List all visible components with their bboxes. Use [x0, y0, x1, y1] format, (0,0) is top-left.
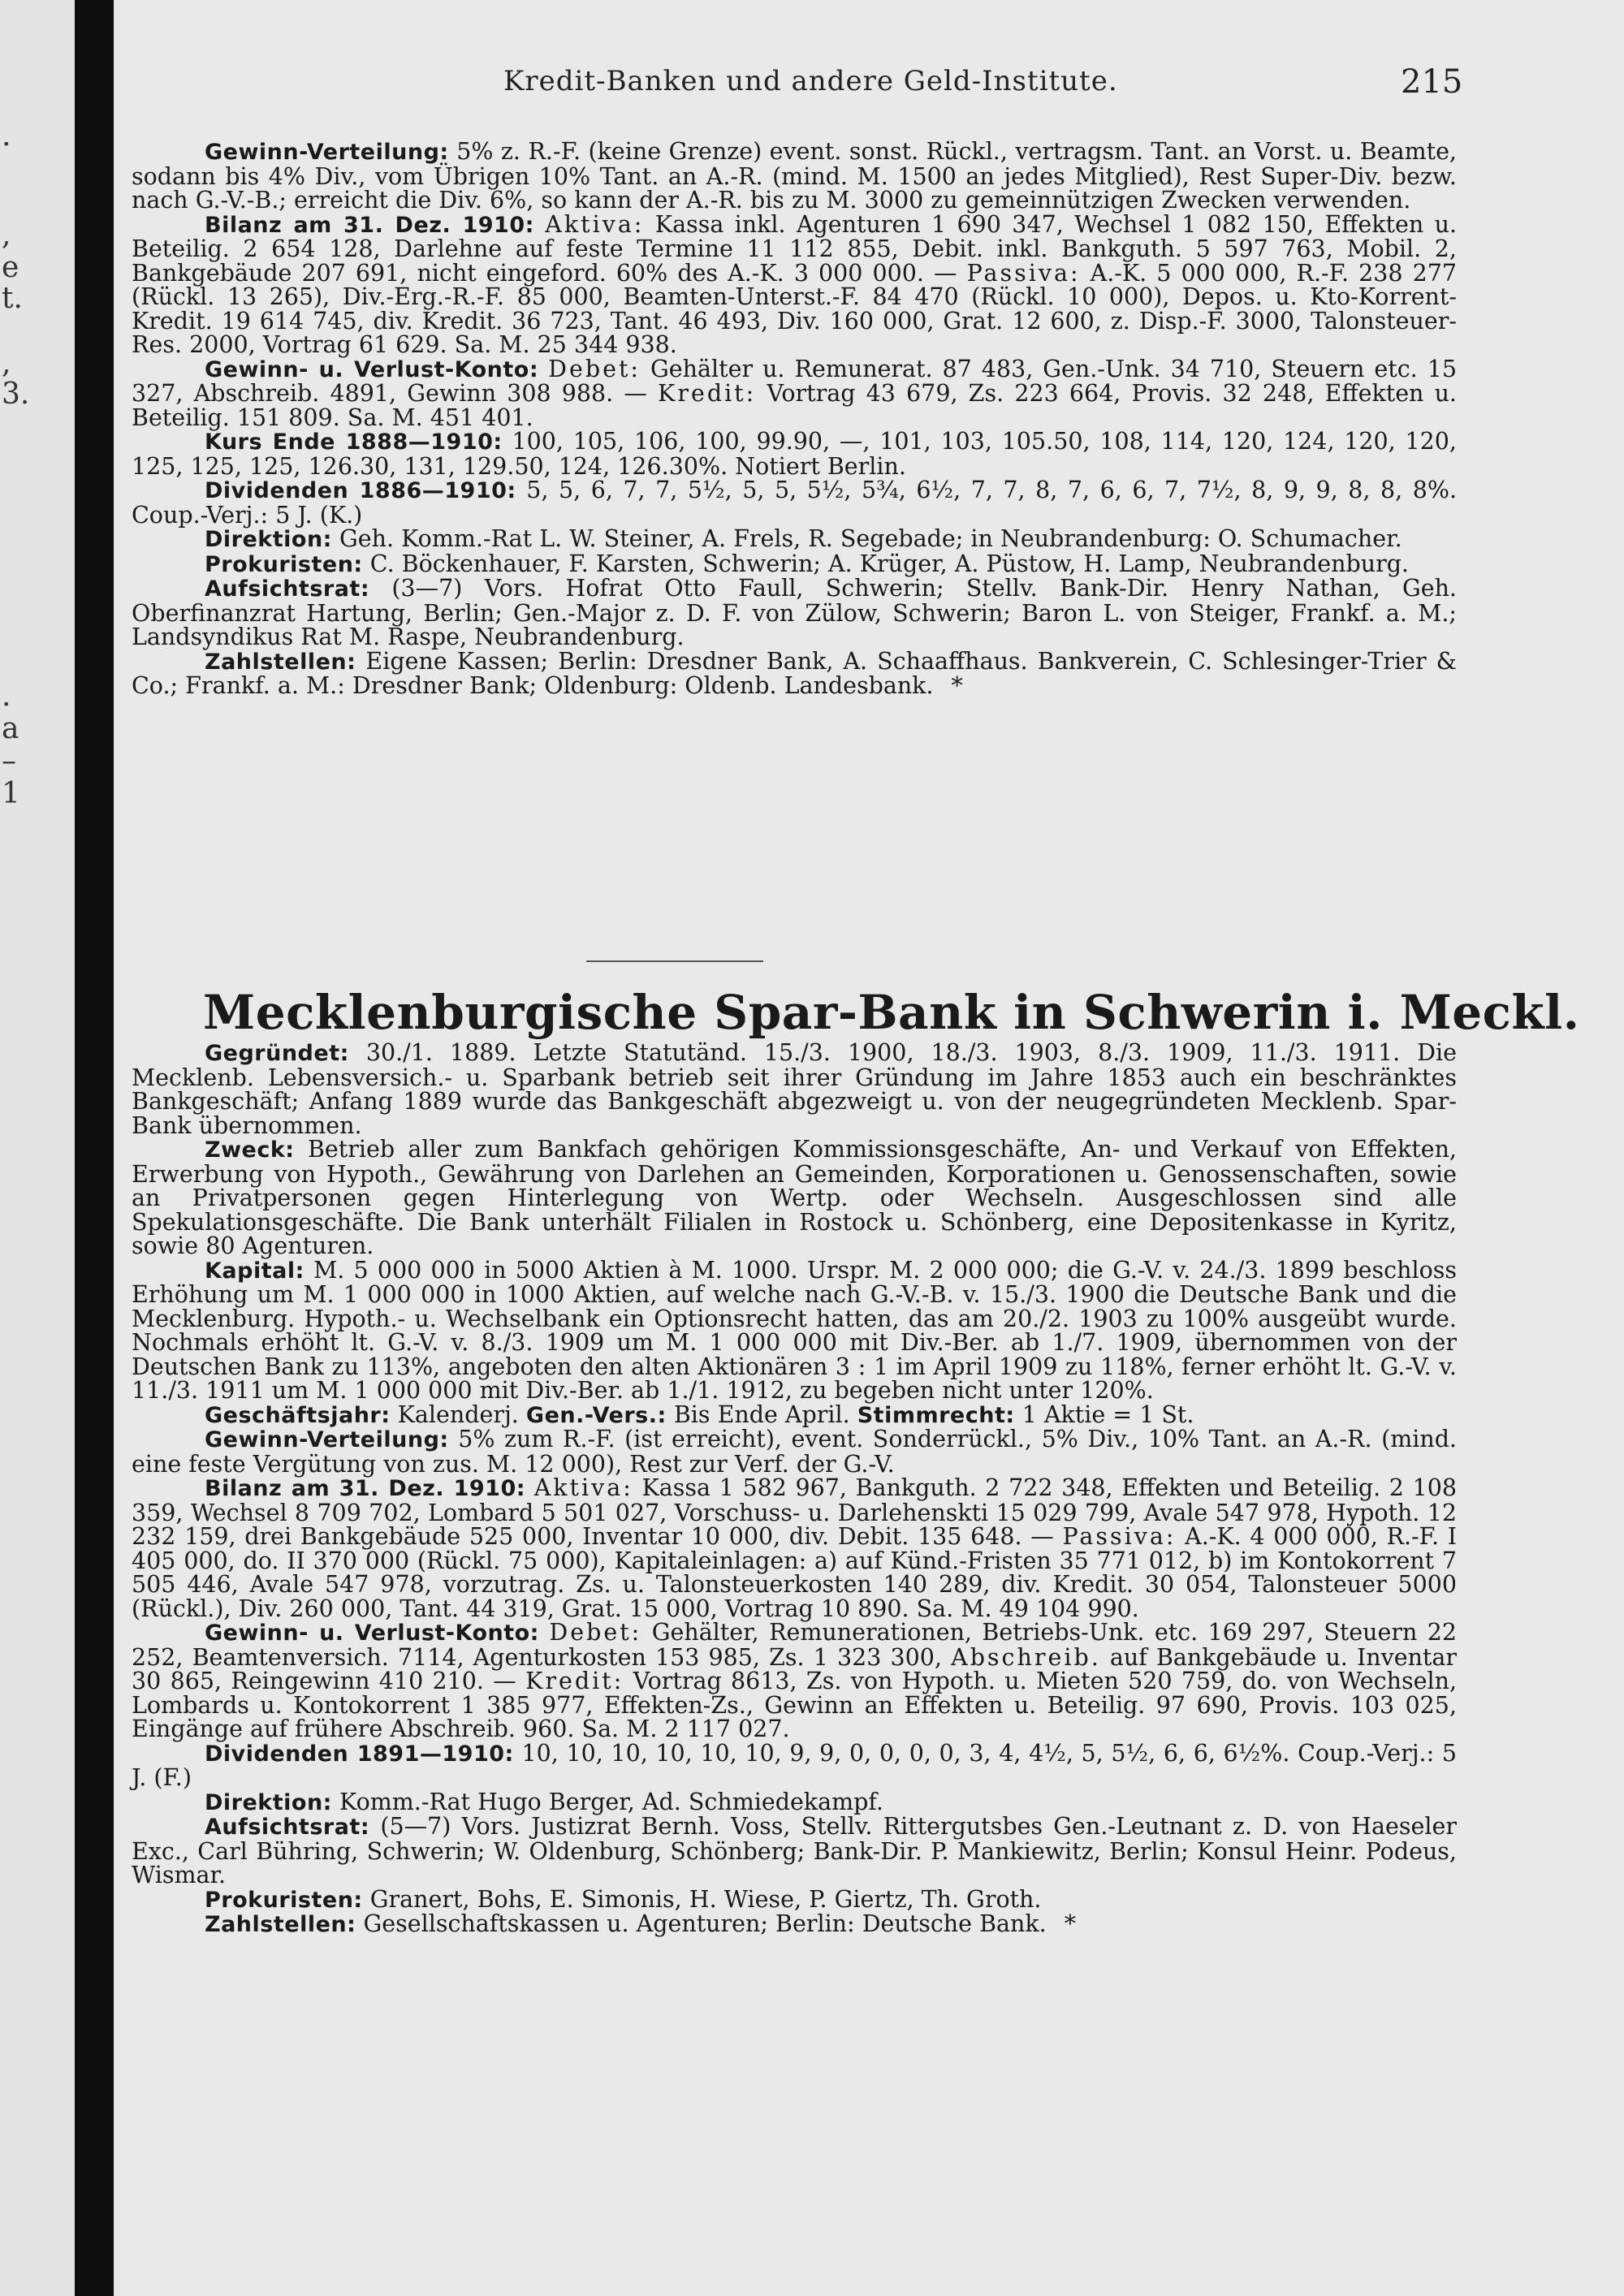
entry-label: Gen.-Vers.: — [525, 1402, 667, 1428]
entry-label: Geschäftsjahr: — [205, 1402, 391, 1428]
entry-paragraph — [132, 576, 1457, 650]
entry-label: Prokuristen: — [205, 1887, 363, 1913]
entry-text: Vortrag 8613, Zs. von Hypoth. u. Mieten 520 759, do. von Wechseln, Lombards u. Kontokorrent 1 385 977, Effekten-Zs., Gewinn an Effekten u. Beteilig. 97 690, Provis. 103 025, Eingänge auf frühere Abschreib. 960. Sa. M. 2 117 027. — [132, 1668, 1457, 1742]
entry-paragraph — [132, 1790, 1457, 1815]
spaced-heading: Passiva: — [966, 259, 1081, 287]
entry-paragraph — [132, 1427, 1457, 1476]
entry-paragraph — [132, 1041, 1457, 1137]
entry-paragraph — [132, 1621, 1457, 1741]
entry-text: 30./1. 1889. Letzte Statutänd. 15./3. 1900, 18./3. 1903, 8./3. 1909, 11./3. 1911. Die Mecklenb. Lebensversich.- u. Sparbank betrieb seit ihrer Gründung im Jahre 1853 auch ein beschränktes Bankgeschäft; Anfang 1889 wurde das Bankgeschäft abgezweigt u. von der neugegründeten Mecklenb. Spar-Bank übernommen. — [132, 1039, 1457, 1139]
margin-fragment: . — [2, 119, 11, 153]
spaced-heading: Passiva: — [1062, 1523, 1177, 1550]
entry-text: Gehälter u. Remunerat. 87 483, Gen.-Unk. 34 710, Steuern etc. 15 327, Abschreib. 4891, Gewinn 308 988. — — [132, 355, 1457, 407]
entry-label: Direktion: — [205, 527, 332, 552]
entry-text — [539, 1619, 549, 1646]
entry-label: Gegründet: — [205, 1041, 349, 1066]
entry-text — [525, 1474, 534, 1501]
entry-text: 5, 5, 6, 7, 7, 5½, 5, 5, 5½, 5¾, 6½, 7, 7, 8, 7, 6, 6, 7, 7½, 8, 9, 9, 8, 8, 8%. Coup.-Verj.: 5 J. (K.) — [132, 477, 1458, 529]
entry-text: M. 5 000 000 in 5000 Aktien à M. 1000. Urspr. M. 2 000 000; die G.-V. v. 24./3. 1899 beschloss Erhöhung um M. 1 000 000 in 1000 Aktien, auf welche nach G.-V.-B. v. 15./3. 1900 die Deutsche Bank und die Mecklenburg. Hypoth.- u. Wechselbank ein Optionsrecht hatten, das am 20./2. 1903 zu 100% ausgeübt wurde. Nochmals erhöht lt. G.-V. v. 8./3. 1909 um M. 1 000 000 mit Div.-Ber. ab 1./7. 1909, übernommen von der Deutschen Bank zu 113%, angeboten den alten Aktionären 3 : 1 im April 1909 zu 118%, ferner erhöht lt. G.-V. v. 11./3. 1911 um M. 1 000 000 mit Div.-Ber. ab 1./1. 1912, zu begeben nicht unter 120%. — [132, 1256, 1457, 1404]
entry-paragraph — [132, 1912, 1457, 1937]
entry-paragraph — [132, 647, 1457, 699]
entry-label: Gewinn-Verteilung: — [205, 140, 449, 165]
entry-text: 10, 10, 10, 10, 10, 10, 9, 9, 0, 0, 0, 0, 3, 4, 4½, 5, 5½, 6, 6, 6½%. Coup.-Verj.: 5 J. (F.) — [132, 1739, 1458, 1791]
entry-text: A.-K. 4 000 000, R.-F. I 405 000, do. II 370 000 (Rückl. 75 000), Kapitaleinlagen: a) auf Künd.-Fristen 35 771 012, b) im Kontokorrent 7 505 446, Avale 547 978, vorzutrag. Zs. u. Talonsteuerkosten 140 289, div. Kredit. 30 054, Talonsteuer 5000 (Rückl.), Div. 260 000, Tant. 44 319, Grat. 15 000, Vortrag 10 890. Sa. M. 49 104 990. — [132, 1523, 1457, 1622]
entry-label: Gewinn- u. Verlust-Konto: — [205, 356, 539, 382]
entry-paragraph — [132, 210, 1458, 358]
entry-label: Bilanz am 31. Dez. 1910: — [205, 212, 534, 238]
spaced-heading: Debet: — [548, 355, 641, 382]
running-head: Kredit-Banken und andere Geld-Institute. — [503, 65, 1118, 97]
spaced-heading: Abschreib. — [951, 1643, 1101, 1671]
entry-text: Vortrag 43 679, Zs. 223 664, Provis. 32 248, Effekten u. Beteilig. 151 809. Sa. M. 451 401. — [132, 380, 1457, 431]
entry-text: auf Bankgebäude u. Inventar 30 865, Reingewinn 410 210. — — [132, 1643, 1458, 1694]
entry-paragraph — [132, 1815, 1457, 1888]
entry-paragraph — [132, 1137, 1457, 1258]
entry-text: Eigene Kassen; Berlin: Dresdner Bank, A. Schaaffhaus. Bankverein, C. Schlesinger-Trier & Co.; Frankf. a. M.: Dresdner Bank; Oldenburg: Oldenb. Landesbank. — [132, 647, 1457, 699]
end-mark: * — [1064, 1910, 1076, 1937]
entry-text: C. Böckenhauer, F. Karsten, Schwerin; A. Krüger, A. Püstow, H. Lamp, Neubrandenburg. — [362, 550, 1409, 577]
entry-paragraph — [132, 552, 1457, 577]
margin-fragment: , — [2, 347, 11, 380]
entry-text: Kassa 1 582 967, Bankguth. 2 722 348, Effekten und Beteilig. 2 108 359, Wechsel 8 709 702, Lombard 5 501 027, Vorschuss- u. Darlehenskti 15 029 799, Avale 547 978, Hypoth. 12 232 159, drei Bankgebäude 525 000, Inventar 10 000, div. Debit. 135 648. — — [132, 1474, 1457, 1550]
section-previous-company-continued — [132, 140, 1457, 698]
left-margin-previous-page — [0, 0, 75, 2296]
entry-text — [538, 356, 548, 382]
entry-text: Gehälter, Remunerationen, Betriebs-Unk. etc. 169 297, Steuern 22 252, Beamtenversich. 7114, Agenturkosten 153 985, Zs. 1 323 300, — [132, 1619, 1458, 1671]
spaced-heading: Debet: — [549, 1619, 642, 1646]
entry-label: Prokuristen: — [205, 551, 363, 577]
entry-paragraph — [132, 1400, 1457, 1428]
entry-label: Gewinn-Verteilung: — [205, 1427, 449, 1452]
entry-text: Komm.-Rat Hugo Berger, Ad. Schmiedekampf. — [331, 1788, 883, 1815]
entry-label: Zahlstellen: — [205, 1912, 356, 1937]
entry-text: Kalenderj. — [390, 1400, 526, 1428]
margin-fragment: – — [2, 744, 16, 778]
entry-label: Zahlstellen: — [205, 649, 356, 675]
entry-label: Kurs Ende 1888—1910: — [205, 429, 503, 455]
entry-paragraph — [132, 527, 1457, 552]
spaced-heading: Kredit: — [525, 1668, 624, 1694]
entry-text: 5% z. R.-F. (keine Grenze) event. sonst. Rückl., vertragsm. Tant. an Vorst. u. Beamte, sodann bis 4% Div., vom Übrigen 10% Tant. an A.-R. (mind. M. 1500 an jedes Mitglied), Rest Super-Div. bezw. nach G.-V.-B.; erreicht die Div. 6%, so kann der A.-R. bis zu M. 3000 zu gemeinnützigen Zwecken verwenden. — [132, 138, 1457, 214]
margin-fragment: e — [2, 251, 19, 284]
margin-fragment: . — [2, 680, 11, 713]
entry-paragraph — [132, 140, 1457, 213]
entry-label: Gewinn- u. Verlust-Konto: — [205, 1621, 539, 1646]
entry-paragraph — [132, 478, 1457, 527]
entry-text: Granert, Bohs, E. Simonis, H. Wiese, P. Giertz, Th. Groth. — [362, 1885, 1042, 1913]
entry-paragraph — [132, 1741, 1457, 1790]
entry-label: Aufsichtsrat: — [205, 1815, 370, 1840]
entry-text: 1 Aktie = 1 St. — [1014, 1400, 1194, 1428]
entry-text: (5—7) Vors. Justizrat Bernh. Voss, Stellv. Rittergutsbes Gen.-Leutnant z. D. von Haeseler Exc., Carl Bühring, Schwerin; W. Oldenburg, Schönberg; Bank-Dir. P. Mankiewitz, Berlin; Konsul Heinr. Podeus, Wismar. — [132, 1813, 1457, 1888]
section-mecklenburgische-spar-bank — [132, 1041, 1457, 1937]
entry-text: 100, 105, 106, 100, 99.90, —, 101, 103, 105.50, 108, 114, 120, 124, 120, 120, 125, 125, 125, 126.30, 131, 129.50, 124, 126.30%. Notiert Berlin. — [132, 428, 1457, 480]
entry-label: Bilanz am 31. Dez. 1910: — [205, 1476, 526, 1501]
entry-text: (3—7) Vors. Hofrat Otto Faull, Schwerin; Stellv. Bank-Dir. Henry Nathan, Geh. Oberfinanzrat Hartung, Berlin; Gen.-Major z. D. F. von Zülow, Schwerin; Baron L. von Steiger, Frankf. a. M.; Landsyndikus Rat M. Raspe, Neubrandenburg. — [132, 575, 1457, 650]
end-mark: * — [951, 672, 963, 699]
entry-label: Dividenden 1891—1910: — [205, 1741, 514, 1767]
margin-fragment: 3. — [2, 378, 30, 411]
entry-paragraph — [132, 1258, 1457, 1403]
spaced-heading: Aktiva: — [533, 1474, 633, 1501]
entry-paragraph — [132, 1476, 1457, 1621]
entry-text: Geh. Komm.-Rat L. W. Steiner, A. Frels, R. Segebade; in Neubrandenburg: O. Schumacher. — [331, 525, 1402, 552]
entry-text — [534, 211, 545, 238]
entry-label: Stimmrecht: — [857, 1402, 1015, 1428]
entry-text: Betrieb aller zum Bankfach gehörigen Kommissionsgeschäfte, An- und Verkauf von Effekten, Erwerbung von Hypoth., Gewährung von Darlehen an Gemeinden, Korporationen u. Genossenschaften, sowie an Privatpersonen gegen Hinterlegung von Wertp. oder Wechseln. Ausgeschlossen sind alle Spekulationsgeschäfte. Die Bank unterhält Filialen in Rostock u. Schönberg, eine Depositenkasse in Kyritz, sowie 80 Agenturen. — [132, 1136, 1457, 1259]
entry-text: A.-K. 5 000 000, R.-F. 238 277 (Rückl. 13 265), Div.-Erg.-R.-F. 85 000, Beamten-Unterst.-F. 84 470 (Rückl. 10 000), Depos. u. Kto-Korrent-Kredit. 19 614 745, div. Kredit. 36 723, Tant. 46 493, Div. 160 000, Grat. 12 600, z. Disp.-F. 3000, Talonsteuer-Res. 2000, Vortrag 61 629. Sa. M. 25 344 938. — [132, 259, 1457, 358]
margin-fragment: t. — [2, 282, 23, 315]
page-number: 215 — [1401, 63, 1463, 101]
entry-paragraph — [132, 357, 1457, 430]
spaced-heading: Aktiva: — [545, 210, 645, 238]
entry-text: Gesellschaftskassen u. Agenturen; Berlin: Deutsche Bank. — [356, 1910, 1047, 1937]
entry-paragraph — [132, 429, 1457, 478]
entry-text: Kassa inkl. Agenturen 1 690 347, Wechsel 1 082 150, Effekten u. Beteilig. 2 654 128, Darlehne auf feste Termine 11 112 855, Debit. inkl. Bankguth. 5 597 763, Mobil. 2, Bankgebäude 207 691, nicht eingeford. 60% des A.-K. 3 000 000. — — [132, 210, 1458, 287]
entry-text: Bis Ende April. — [666, 1400, 857, 1428]
margin-fragment: , — [2, 218, 11, 252]
company-title: Mecklenburgische Spar-Bank in Schwerin i. Meckl. — [203, 985, 1580, 1040]
entry-label: Zweck: — [205, 1137, 295, 1163]
margin-fragment: a — [2, 712, 19, 745]
entry-text: 5% zum R.-F. (ist erreicht), event. Sonderrückl., 5% Div., 10% Tant. an A.-R. (mind. eine feste Vergütung von zus. M. 12 000), Rest zur Verf. der G.-V. — [132, 1426, 1457, 1478]
entry-label: Dividenden 1886—1910: — [205, 478, 516, 503]
margin-fragment: 1 — [2, 777, 20, 810]
book-page — [114, 0, 1624, 2296]
entry-label: Aufsichtsrat: — [205, 576, 370, 602]
spaced-heading: Kredit: — [658, 380, 757, 407]
book-gutter — [75, 0, 114, 2296]
entry-paragraph — [132, 1885, 1457, 1913]
section-divider — [586, 960, 763, 962]
entry-label: Direktion: — [205, 1789, 332, 1815]
entry-label: Kapital: — [205, 1258, 304, 1284]
